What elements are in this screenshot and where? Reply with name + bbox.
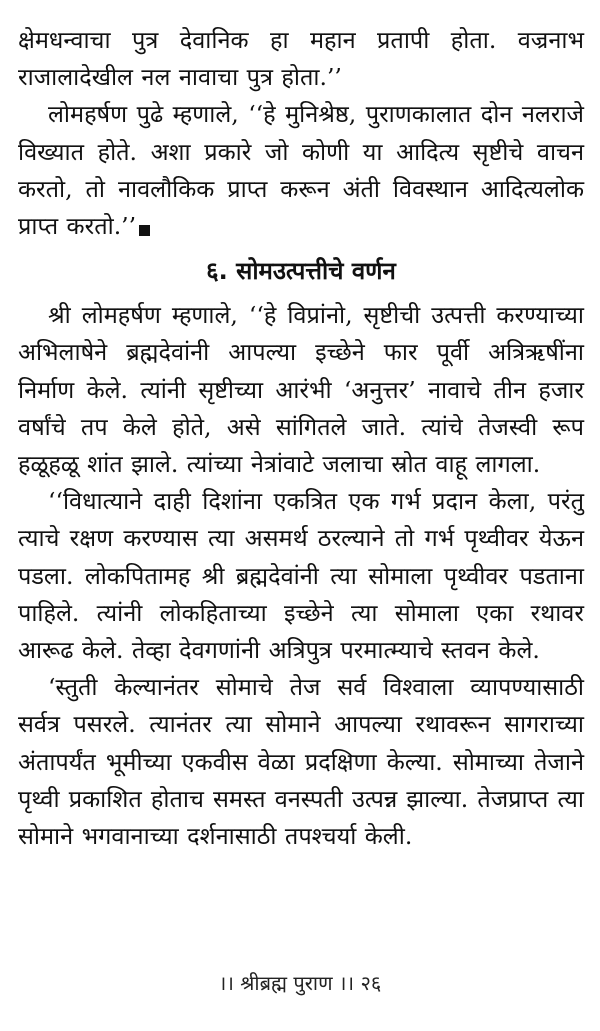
paragraph-soma-origin-1: श्री लोमहर्षण म्हणाले, ‘‘हे विप्रांनो, सृष्टीची उत्पत्ती करण्याच्या अभिलाषेने ब्रह्मदेवांनी आपल्या इच्छेने फार पूर्वी अत्रिऋषींना निर्माण केले. त्यांनी सृष्टीच्या आरंभी ‘अनुत्तर’ नावाचे तीन हजार वर्षांचे तप केले होते, असे सांगितले जाते. त्यांचे तेजस्वी रूप हळूहळू शांत झाले. त्यांच्या नेत्रांवाटे जलाचा स्रोत वाहू लागला. (18, 301, 584, 479)
paragraph-lomaharshan-aditya (18, 96, 584, 245)
page-footer: ।। श्रीब्रह्म पुराण ।। २६ (218, 971, 382, 995)
page-body (18, 22, 584, 855)
paragraph-continuation: क्षेमधन्वाचा पुत्र देवानिक हा महान प्रतापी होता. वज्रनाभ राजालादेखील नल नावाचा पुत्र होता.’’ (18, 26, 584, 92)
end-of-section-square-icon (139, 225, 150, 236)
section-heading: ६. सोमउत्पत्तीचे वर्णन (206, 257, 396, 286)
paragraph-text: लोमहर्षण पुढे म्हणाले, ‘‘हे मुनिश्रेष्ठ, पुराणकालात दोन नलराजे विख्यात होते. अशा प्रकारे जो कोणी या आदित्य सृष्टीचे वाचन करतो, तो नावलौकिक प्राप्त करून अंती विवस्थान आदित्यलोक प्राप्त करतो.’’ (18, 100, 584, 241)
paragraph-soma-origin-3: ‘स्तुती केल्यानंतर सोमाचे तेज सर्व विश्वाला व्यापण्यासाठी सर्वत्र पसरले. त्यानंतर त्या सोमाने आपल्या रथावरून सागराच्या अंतापर्यंत भूमीच्या एकवीस वेळा प्रदक्षिणा केल्या. सोमाच्या तेजाने पृथ्वी प्रकाशित होताच समस्त वनस्पती उत्पन्न झाल्या. तेजप्राप्त त्या सोमाने भगवानाच्या दर्शनासाठी तपश्चर्या केली. (18, 673, 584, 851)
paragraph-soma-origin-2: ‘‘विधात्याने दाही दिशांना एकत्रित एक गर्भ प्रदान केला, परंतु त्याचे रक्षण करण्यास त्या असमर्थ ठरल्याने तो गर्भ पृथ्वीवर येऊन पडला. लोकपितामह श्री ब्रह्मदेवांनी त्या सोमाला पृथ्वीवर पडताना पाहिले. त्यांनी लोकहिताच्या इच्छेने त्या सोमाला एका रथावर आरूढ केले. तेव्हा देवगणांनी अत्रिपुत्र परमात्म्याचे स्तवन केले. (18, 487, 584, 665)
